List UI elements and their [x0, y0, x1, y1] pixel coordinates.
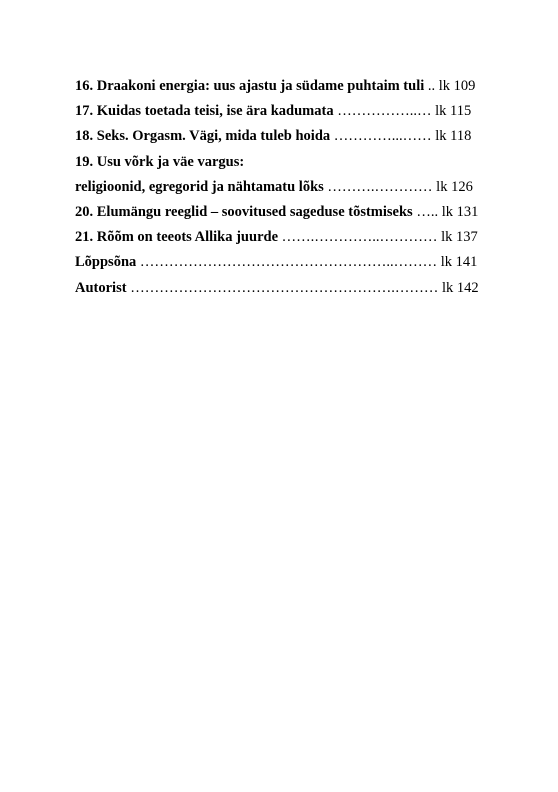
- toc-dot-leader: ……………………………………………….………: [126, 279, 442, 296]
- toc-entry-title: Autorist: [75, 279, 127, 296]
- toc-entry-21[interactable]: [75, 225, 495, 250]
- toc-page-number: lk 115: [435, 103, 472, 120]
- toc-dot-leader: …………...……: [330, 128, 436, 145]
- toc-page-number: lk 126: [436, 178, 473, 195]
- toc-entry-20[interactable]: [75, 200, 495, 225]
- toc-entry-title: 20. Elumängu reeglid – soovitused sageduse tõstmiseks: [75, 203, 413, 220]
- toc-dot-leader: ……………………………………………..………: [136, 254, 441, 271]
- table-of-contents: [75, 74, 495, 301]
- toc-dot-leader: ……….…………: [323, 178, 437, 195]
- toc-entry-16[interactable]: [75, 74, 495, 99]
- toc-dot-leader: ……………..…: [333, 103, 436, 120]
- toc-dot-leader: …….…………..…………: [278, 229, 442, 246]
- toc-page-number: lk 137: [441, 229, 478, 246]
- toc-entry-about-author[interactable]: [75, 276, 495, 301]
- toc-entry-title: Lõppsõna: [75, 254, 137, 271]
- toc-entry-title: 21. Rõõm on teeots Allika juurde: [75, 229, 278, 246]
- toc-entry-17[interactable]: [75, 99, 495, 124]
- toc-entry-epilogue[interactable]: [75, 250, 495, 275]
- toc-entry-title: 16. Draakoni energia: uus ajastu ja südame puhtaim tuli: [75, 78, 425, 94]
- toc-page-number: lk 142: [441, 279, 479, 296]
- toc-entry-title: religioonid, egregorid ja nähtamatu lõks: [75, 178, 324, 195]
- toc-entry-title: 18. Seks. Orgasm. Vägi, mida tuleb hoida: [75, 128, 331, 145]
- toc-entry-title: 19. Usu võrk ja väe vargus:: [75, 153, 245, 170]
- toc-page-number: lk 118: [435, 128, 472, 145]
- toc-dot-leader: ..: [424, 78, 439, 94]
- toc-page-number: lk 109: [438, 78, 476, 94]
- toc-entry-19-heading[interactable]: [75, 150, 495, 175]
- toc-entry-18[interactable]: [75, 124, 495, 149]
- toc-dot-leader: …..: [412, 203, 442, 220]
- toc-page-number: lk 131: [441, 203, 479, 220]
- toc-page-number: lk 141: [440, 254, 478, 271]
- toc-entry-title: 17. Kuidas toetada teisi, ise ära kadumata: [75, 103, 334, 120]
- toc-entry-19[interactable]: [75, 175, 495, 200]
